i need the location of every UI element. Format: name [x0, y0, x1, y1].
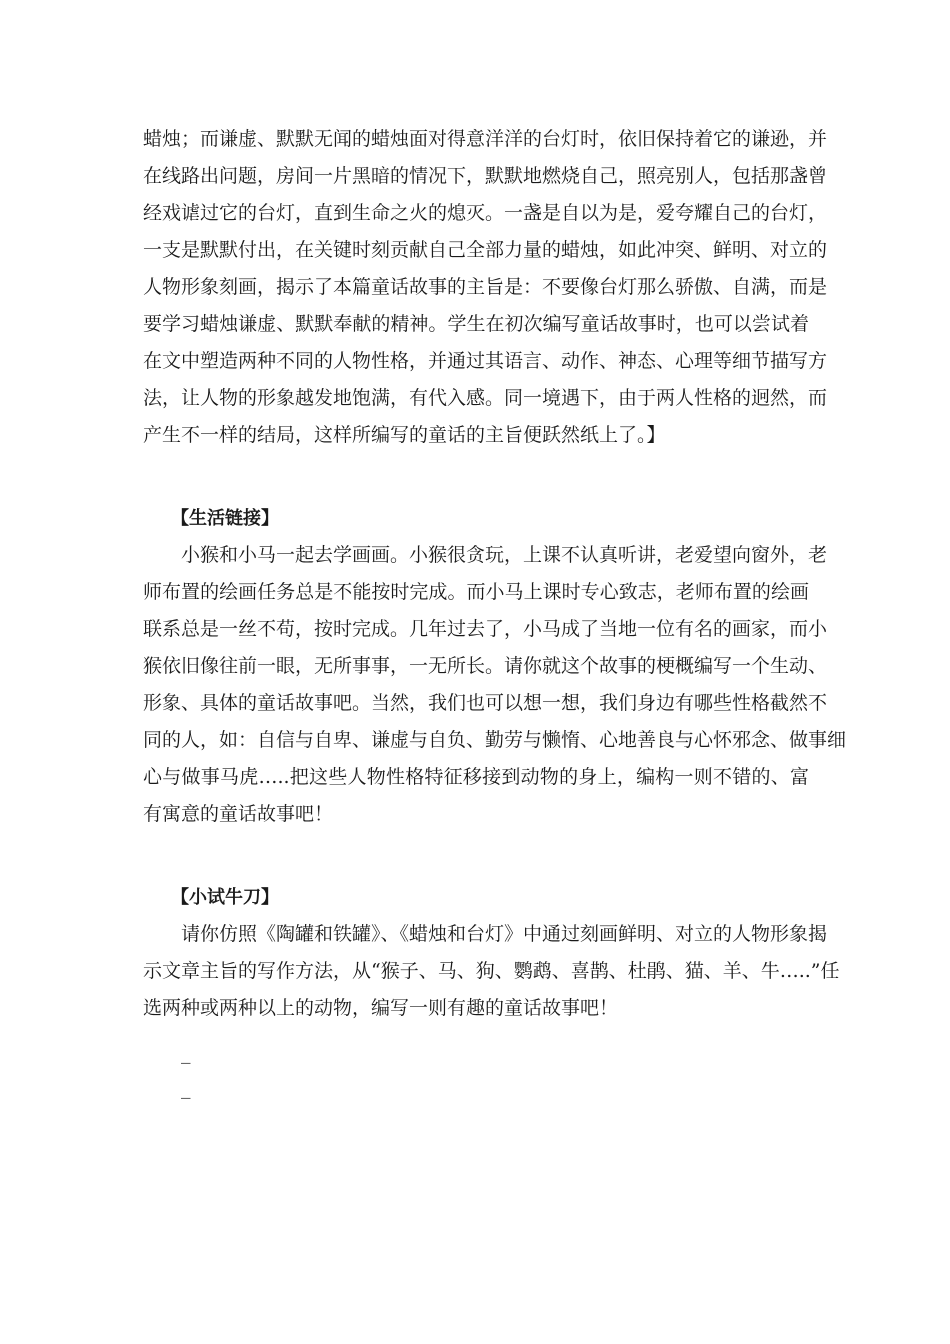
text-line: 要学习蜡烛谦虚、默默奉献的精神。学生在初次编写童话故事时，也可以尝试着 [143, 313, 809, 335]
text-line: 产生不一样的结局，这样所编写的童话的主旨便跃然纸上了。】 [143, 424, 666, 446]
text-line: 在线路出问题，房间一片黑暗的情况下，默默地燃烧自己，照亮别人，包括那盏曾 [143, 165, 828, 187]
text-line: 联系总是一丝不苟，按时完成。几年过去了，小马成了当地一位有名的画家，而小 [143, 618, 828, 640]
practice-paragraph [143, 916, 840, 1027]
answer-blank: _ [181, 1042, 191, 1064]
text-line: 请你仿照《陶罐和铁罐》、《蜡烛和台灯》中通过刻画鲜明、对立的人物形象揭 [181, 923, 828, 945]
text-line: 小猴和小马一起去学画画。小猴很贪玩，上课不认真听讲，老爱望向窗外，老 [181, 544, 828, 566]
text-line: 有寓意的童话故事吧！ [143, 803, 334, 825]
document-page [143, 121, 847, 1106]
text-line: 示文章主旨的写作方法，从“猴子、马、狗、鹦鹉、喜鹊、杜鹃、猫、羊、牛…..”任 [143, 960, 840, 982]
answer-blank: _ [181, 1077, 191, 1099]
text-line: 选两种或两种以上的动物，编写一则有趣的童话故事吧！ [143, 997, 619, 1019]
text-line: 形象、具体的童话故事吧。当然，我们也可以想一想，我们身边有哪些性格截然不 [143, 692, 828, 714]
text-line: 心与做事马虎…..把这些人物性格特征移接到动物的身上，编构一则不错的、富 [143, 766, 809, 788]
practice-heading: 【小试牛刀】 [171, 887, 279, 908]
section-gap [143, 454, 809, 500]
text-line: 同的人，如：自信与自卑、谦虚与自负、勤劳与懒惰、心地善良与心怀邪念、做事细 [143, 729, 847, 751]
text-line: 在文中塑造两种不同的人物性格，并通过其语言、动作、神态、心理等细节描写方 [143, 350, 828, 372]
text-line: 师布置的绘画任务总是不能按时完成。而小马上课时专心致志，老师布置的绘画 [143, 581, 809, 603]
text-line: 法，让人物的形象越发地饱满，有代入感。同一境遇下，由于两人性格的迥然，而 [143, 387, 828, 409]
section-gap [143, 1027, 809, 1036]
text-line: 猴依旧像往前一眼，无所事事，一无所长。请你就这个故事的梗概编写一个生动、 [143, 655, 828, 677]
intro-paragraph [143, 121, 828, 454]
text-line: 人物形象刻画，揭示了本篇童话故事的主旨是：不要像台灯那么骄傲、自满，而是 [143, 276, 828, 298]
life-link-paragraph [143, 537, 847, 833]
section-gap [143, 833, 809, 879]
life-link-heading: 【生活链接】 [171, 508, 279, 529]
text-line: 一支是默默付出，在关键时刻贡献自己全部力量的蜡烛，如此冲突、鲜明、对立的 [143, 239, 828, 261]
text-line: 蜡烛；而谦虚、默默无闻的蜡烛面对得意洋洋的台灯时，依旧保持着它的谦逊，并 [143, 128, 828, 150]
text-line: 经戏谑过它的台灯，直到生命之火的熄灭。一盏是自以为是，爱夸耀自己的台灯， [143, 202, 828, 224]
